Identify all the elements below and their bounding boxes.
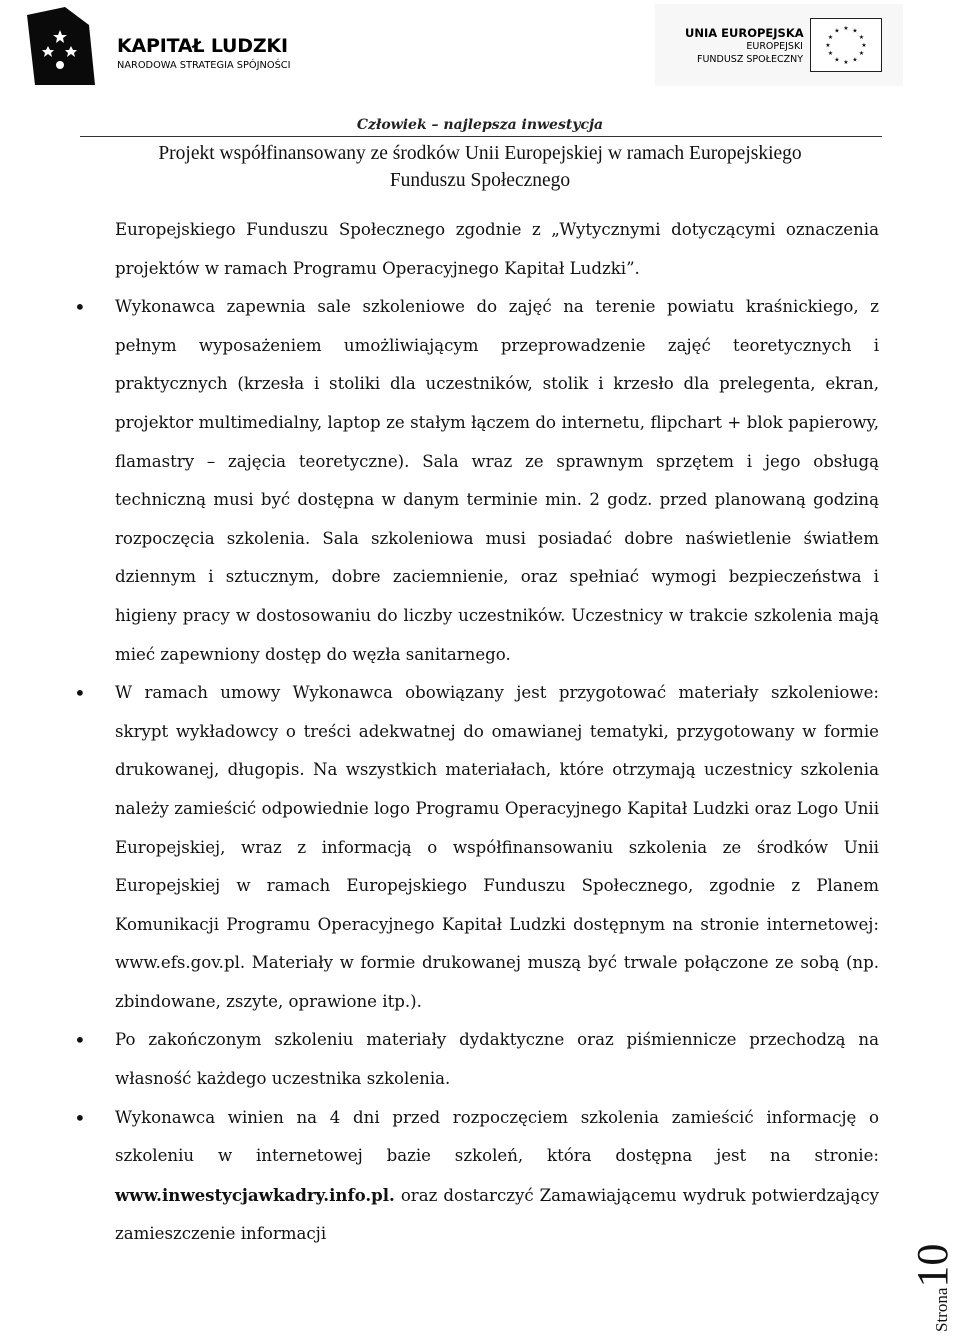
list-item [74,1021,879,1098]
list-item-text: oraz dostarczyć Zamawiającemu wydruk potwierdzający zamieszczenie informacji [115,1185,879,1244]
intro-paragraph: Europejskiego Funduszu Społecznego zgodnie z „Wytycznymi dotyczącymi oznaczenia projektów w ramach Programu Operacyjnego Kapitał Ludzki”. [115,220,879,278]
eu-flag-icon [810,18,882,72]
eu-logo-text [685,26,803,66]
bullet-icon: • [74,1028,86,1053]
svg-text:★: ★ [834,56,840,64]
page-number [905,1220,960,1332]
bullet-icon: • [74,295,86,320]
svg-text:★: ★ [861,42,867,49]
bullet-list [74,288,879,1254]
page-number-value: 10 [908,1243,957,1288]
eu-logo [655,4,903,86]
eu-logo-line1: UNIA EUROPEJSKA [685,26,804,40]
list-item-text: Po zakończonym szkoleniu materiały dydaktyczne oraz piśmiennicze przechodzą na własność każdego uczestnika szkolenia. [115,1030,879,1089]
kapital-ludzki-logo [25,5,325,85]
svg-text:★: ★ [834,27,840,35]
svg-text:★: ★ [858,50,865,57]
kl-logo-subtitle: NARODOWA STRATEGIA SPÓJNOŚCI [117,60,291,71]
document-body [74,211,879,1254]
bullet-icon: • [74,681,86,706]
eu-logo-line3: FUNDUSZ SPOŁECZNY [697,54,803,65]
motto: Człowiek – najlepsza inwestycja [356,117,604,133]
page-number-rotated [907,1244,958,1332]
page-label: Strona [932,1287,951,1332]
kl-logo-title: KAPITAŁ LUDZKI [117,35,288,57]
list-item-text: Wykonawca winien na 4 dni przed rozpoczęciem szkolenia zamieścić informację o szkoleniu w internetowej bazie szkoleń, która dostępna jest na stronie: [115,1107,879,1166]
list-item [74,288,879,674]
svg-text:★: ★ [827,50,834,57]
svg-text:★: ★ [827,34,834,41]
svg-text:★: ★ [825,42,831,49]
project-cofinancing-note [80,140,880,194]
bullet-icon: • [74,1105,86,1130]
svg-text:★: ★ [843,59,849,66]
list-item [74,674,879,1021]
list-item-text: Wykonawca zapewnia sale szkoleniowe do zajęć na terenie powiatu kraśnickiego, z pełnym wyposażeniem umożliwiającym przeprowadzenie zajęć teoretycznych i praktycznych (krzesła i stoliki dla uczestników, stolik i krzesło dla prelegenta, ekran, projektor multimedialny, laptop ze stałym łączem do internetu, flipchart + blok papierowy, flamastry – zajęcia teoretyczne). Sala wraz ze sprawnym sprzętem i jego obsługą techniczną musi być dostępna w danym terminie min. 2 godz. przed planowaną godziną rozpoczęcia szkolenia. Sala szkoleniowa musi posiadać dobre naświetlenie światłem dziennym i sztucznym, dobre zaciemnienie, oraz spełniać wymogi bezpieczeństwa i higieny pracy w dostosowaniu do liczby uczestników. Uczestnicy w trakcie szkolenia mają mieć zapewniony dostęp do węzła sanitarnego. [115,297,879,664]
list-item-text: W ramach umowy Wykonawca obowiązany jest przygotować materiały szkoleniowe: skrypt wykładowcy o treści adekwatnej do omawianej tematyki, przygotowany w formie drukowanej, długopis. Na wszystkich materiałach, które otrzymają uczestnicy szkolenia należy zamieścić odpowiednie logo Programu Operacyjnego Kapitał Ludzki oraz Logo Unii Europejskiej, wraz z informacją o współfinansowaniu szkolenia ze środków Unii Europejskiej w ramach Europejskiego Funduszu Społecznego, zgodnie z Planem Komunikacji Programu Operacyjnego Kapitał Ludzki dostępnym na stronie internetowej: www.efs.gov.pl. Materiały w formie drukowanej muszą być trwale połączone ze sobą (np. zbindowane, zszyte, oprawione itp.). [115,683,879,1011]
kapital-ludzki-emblem-icon [25,5,95,85]
header-divider [80,136,882,137]
svg-text:★: ★ [858,34,865,41]
eu-logo-line2: EUROPEJSKI [746,41,803,52]
project-line-1: Projekt współfinansowany ze środków Unii Europejskiej w ramach Europejskiego [158,143,802,164]
svg-text:★: ★ [852,27,858,35]
svg-text:★: ★ [843,25,849,32]
inwestycjawkadry-link[interactable]: www.inwestycjawkadry.info.pl. [115,1184,395,1205]
project-line-2: Funduszu Społecznego [389,170,571,191]
list-item [74,1099,879,1254]
svg-text:★: ★ [852,56,858,64]
